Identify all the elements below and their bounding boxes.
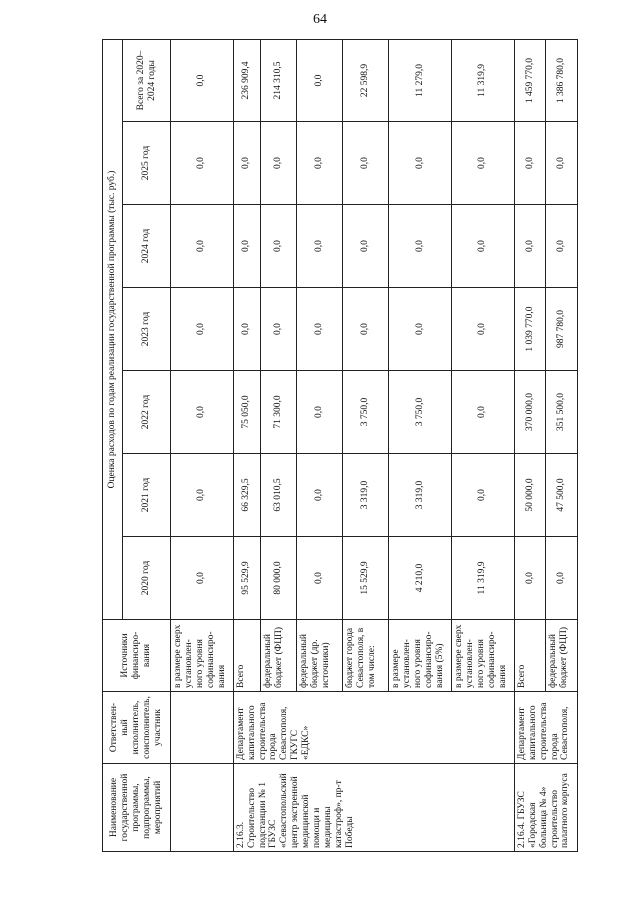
value-cell: 0,0 (546, 122, 578, 205)
value-cell: 0,0 (452, 205, 515, 288)
table-row (233, 39, 260, 851)
value-cell: 370 000,0 (514, 371, 546, 454)
source-cell: федеральный бюджет (ФЦП) (546, 620, 578, 692)
value-cell: 0,0 (233, 205, 260, 288)
value-cell: 11 279,0 (389, 39, 452, 121)
table-container (102, 40, 578, 852)
value-cell: 0,0 (546, 205, 578, 288)
value-cell: 63 010,5 (261, 454, 297, 537)
value-cell: 11 319,9 (452, 537, 515, 620)
value-cell: 0,0 (171, 122, 234, 205)
value-cell: 0,0 (171, 288, 234, 371)
source-cell: федеральный бюджет (др. источники) (296, 620, 342, 692)
value-cell: 0,0 (389, 122, 452, 205)
value-cell: 0,0 (171, 454, 234, 537)
value-cell: 22 598,9 (343, 39, 389, 121)
value-cell: 4 210,0 (389, 537, 452, 620)
value-cell: 0,0 (296, 288, 342, 371)
value-cell: 0,0 (233, 288, 260, 371)
header-estimate: Оценка расходов по годам реализации государственной программы (тыс. руб.) (103, 39, 123, 619)
value-cell: 214 310,5 (261, 39, 297, 121)
value-cell: 0,0 (296, 537, 342, 620)
value-cell: 0,0 (343, 205, 389, 288)
value-cell: 0,0 (452, 122, 515, 205)
value-cell: 3 750,0 (343, 371, 389, 454)
value-cell: 3 319,0 (389, 454, 452, 537)
value-cell: 0,0 (296, 454, 342, 537)
value-cell: 0,0 (296, 122, 342, 205)
value-cell: 236 909,4 (233, 39, 260, 121)
value-cell: 0,0 (546, 537, 578, 620)
header-year: 2020 год (123, 537, 171, 620)
budget-table (102, 39, 578, 852)
value-cell: 95 529,9 (233, 537, 260, 620)
value-cell: 0,0 (171, 537, 234, 620)
value-cell: 3 750,0 (389, 371, 452, 454)
source-cell: Всего (514, 620, 546, 692)
value-cell: 0,0 (343, 122, 389, 205)
source-cell: Всего (233, 620, 260, 692)
value-cell: 66 329,5 (233, 454, 260, 537)
value-cell: 0,0 (296, 371, 342, 454)
value-cell: 0,0 (261, 205, 297, 288)
value-cell: 75 050,0 (233, 371, 260, 454)
source-cell: в размере сверх установлен-ного уровня софинансиро-вания (171, 620, 234, 692)
source-cell: в размере установлен-ного уровня софинансиро-вания (5%) (389, 620, 452, 692)
value-cell: 0,0 (296, 39, 342, 121)
value-cell: 0,0 (389, 205, 452, 288)
header-year: 2021 год (123, 454, 171, 537)
value-cell: 50 000,0 (514, 454, 546, 537)
value-cell: 0,0 (452, 371, 515, 454)
value-cell: 47 500,0 (546, 454, 578, 537)
table-row (171, 39, 234, 851)
source-cell: федеральный бюджет (ФЦП) (261, 620, 297, 692)
value-cell: 3 319,0 (343, 454, 389, 537)
value-cell: 80 000,0 (261, 537, 297, 620)
value-cell: 15 529,9 (343, 537, 389, 620)
header-year-total: Всего за 2020–2024 годы (123, 39, 171, 121)
header-year: 2024 год (123, 205, 171, 288)
value-cell: 0,0 (171, 371, 234, 454)
value-cell: 1 039 770,0 (514, 288, 546, 371)
value-cell: 0,0 (233, 122, 260, 205)
value-cell: 0,0 (171, 39, 234, 121)
value-cell: 351 500,0 (546, 371, 578, 454)
value-cell: 11 319,9 (452, 39, 515, 121)
measure-name-cell: 2.16.3. Строительство подстанции № 1 ГБУЗС «Севастопольский центр экстренной медицинской помощи и медицины катастроф», пр-т Победы (233, 764, 514, 852)
value-cell: 0,0 (261, 288, 297, 371)
responsible-cell: Департамент капитального строительства города Севастополя, ГКУГС «ЕДКС» (233, 692, 514, 764)
value-cell: 0,0 (296, 205, 342, 288)
value-cell: 0,0 (514, 537, 546, 620)
page-number: 64 (313, 12, 327, 27)
value-cell: 1 459 770,0 (514, 39, 546, 121)
value-cell: 0,0 (389, 288, 452, 371)
measure-name-cell (171, 764, 234, 852)
header-name: Наименование государственной программы, подпрограммы, мероприятий (103, 764, 171, 852)
value-cell: 0,0 (514, 205, 546, 288)
value-cell: 1 386 780,0 (546, 39, 578, 121)
value-cell: 987 780,0 (546, 288, 578, 371)
table-row (514, 39, 546, 851)
source-cell: бюджет города Севастополя, в том числе: (343, 620, 389, 692)
value-cell: 0,0 (514, 122, 546, 205)
header-responsible: Ответствен-ный исполнитель, соисполнитель, участник (103, 692, 171, 764)
header-year: 2022 год (123, 371, 171, 454)
source-cell: в размере сверх установлен-ного уровня софинансиро-вания (452, 620, 515, 692)
responsible-cell: Департамент капитального строительства города Севастополя, (514, 692, 577, 764)
header-year: 2025 год (123, 122, 171, 205)
value-cell: 0,0 (171, 205, 234, 288)
value-cell: 0,0 (261, 122, 297, 205)
value-cell: 71 300,0 (261, 371, 297, 454)
measure-name-cell: 2.16.4. ГБУЗС «Городская больница № 4» строительство палатного корпуса (514, 764, 577, 852)
value-cell: 0,0 (452, 288, 515, 371)
header-year: 2023 год (123, 288, 171, 371)
value-cell: 0,0 (452, 454, 515, 537)
header-sources: Источники финансиро-вания (103, 620, 171, 692)
responsible-cell (171, 692, 234, 764)
value-cell: 0,0 (343, 288, 389, 371)
